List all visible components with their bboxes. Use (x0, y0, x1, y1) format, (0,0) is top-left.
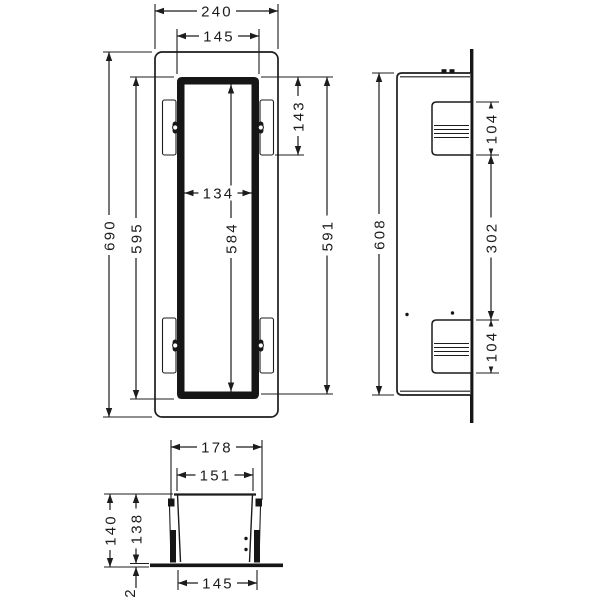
side-body-height-label: 608 (371, 218, 389, 250)
bottom-flange-thickness-label: 2 (122, 587, 139, 598)
bottom-depth-total-label: 140 (102, 514, 120, 546)
front-bracket-offset-label: 143 (290, 100, 308, 132)
front-view (101, 4, 337, 418)
front-inner-width-label: 134 (202, 185, 235, 203)
bottom-box-walls (168, 494, 262, 563)
front-inner-height-label: 584 (223, 222, 241, 254)
bottom-inner-width-label: 151 (199, 467, 232, 485)
side-view (371, 49, 501, 423)
front-cutout-height-label: 591 (319, 219, 337, 252)
front-outer-height-label: 690 (101, 219, 119, 251)
side-bracket-bottom-label: 104 (483, 330, 501, 363)
front-frame-width-label: 145 (203, 28, 235, 46)
bottom-outer-width-label: 178 (201, 439, 233, 457)
side-bracket-top-label: 104 (483, 112, 501, 145)
bottom-depth-inner-label: 138 (128, 512, 146, 545)
front-outer-width-label: 240 (201, 3, 233, 21)
bottom-view (102, 440, 283, 598)
front-frame-height-label: 595 (128, 222, 146, 254)
side-bracket-gap-label: 302 (483, 221, 501, 254)
bottom-drill-dots (244, 537, 247, 551)
bottom-opening-width-label: 145 (202, 575, 234, 593)
